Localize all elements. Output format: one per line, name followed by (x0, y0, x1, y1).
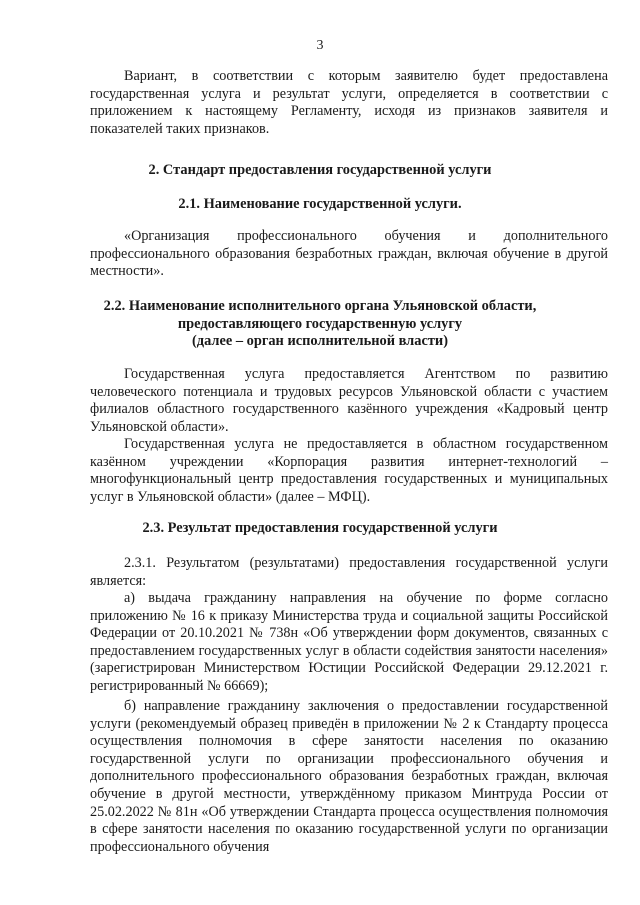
section-2-2-paragraph-2: Государственная услуга не предоставляется в областном государственном казённом учреждении «Корпорация развития интернет-технологий – многофункциональный центр предоставления государственных и муниципальных услуг в Ульяновской области» (далее – МФЦ). (90, 436, 608, 505)
intro-paragraph: Вариант, в соответствии с которым заявителю будет предоставлена государственная услуга и результат услуги, определяется в соответствии с приложением к настоящему Регламенту, исходя из признаков заявителя и показателей таких признаков. (90, 68, 608, 137)
section-2-2-paragraph-1: Государственная услуга предоставляется Агентством по развитию человеческого потенциала и трудовых ресурсов Ульяновской области с участием филиалов областного государственного казённого учреждения «Кадровый центр Ульяновской области». (90, 366, 608, 435)
section-2-2-heading (0, 298, 640, 351)
section-2-3-heading: 2.3. Результат предоставления государственной услуги (142, 520, 498, 536)
page-number: 3 (316, 38, 324, 53)
section-2-1-text: «Организация профессионального обучения и дополнительного профессионального образования безработных граждан, включая обучение в другой местности». (90, 228, 608, 280)
section-2-2-heading-line: предоставляющего государственную услугу (177, 315, 463, 332)
result-item-a: а) выдача гражданину направления на обучение по форме согласно приложению № 16 к приказу Министерства труда и социальной защиты Российской Федерации от 20.10.2021 № 738н «Об утверждении форм документов, связанных с предоставлением государственных услуг в области содействия занятости населения» (зарегистрирован Министерством Юстиции Российской Федерации 29.12.2021 г. регистрированный № 66669); (90, 590, 608, 694)
result-item-b: б) направление гражданину заключения о предоставлении государственной услуги (рекомендуемый образец приведён в приложении № 2 к Стандарту процесса осуществления полномочия в сфере занятости населения по оказанию государственной услуги по организации профессионального обучения и дополнительного профессионального образования безработных граждан, включая обучение в другой местности, утверждённому приказом Минтруда России от 25.02.2022 № 81н «Об утверждении Стандарта процесса осуществления полномочия в сфере занятости населения по оказанию государственной услуги по организации профессионального обучения (90, 698, 608, 855)
section-2-2-heading-line: 2.2. Наименование исполнительного органа Ульяновской области, (103, 298, 537, 314)
section-2-2-heading-line: (далее – орган исполнительной власти) (192, 333, 448, 350)
section-2-3-1-text: 2.3.1. Результатом (результатами) предоставления государственной услуги является: (90, 555, 608, 589)
section-2-heading: 2. Стандарт предоставления государственной услуги (148, 162, 492, 178)
section-2-1-heading: 2.1. Наименование государственной услуги. (178, 196, 462, 212)
